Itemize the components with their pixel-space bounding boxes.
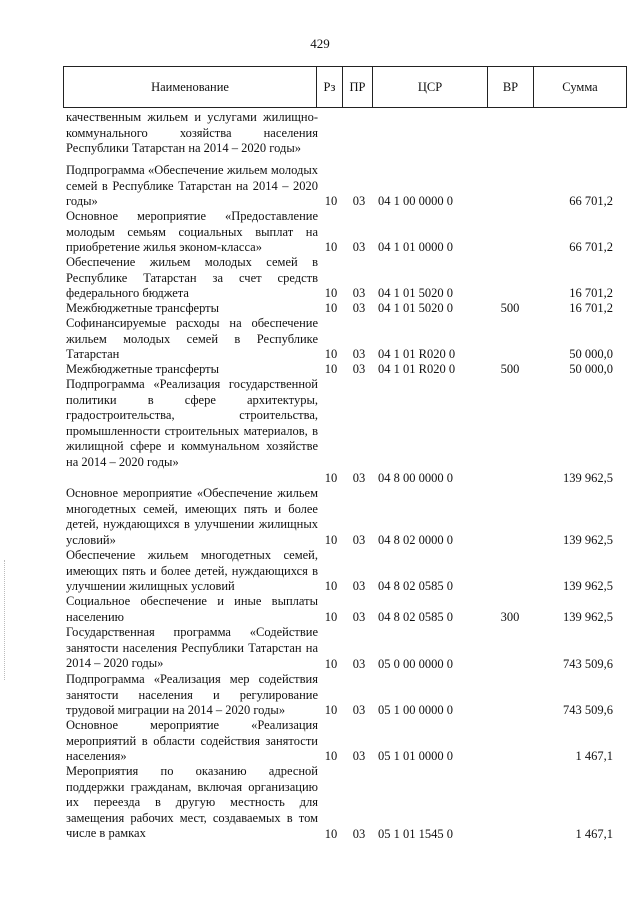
- row-csr: 05 1 01 0000 0: [378, 748, 453, 763]
- table-row: [0, 594, 640, 625]
- row-name: Основное мероприятие «Предоставление молодым семьям социальных выплат на приобретение жилья эконом-класса»: [66, 209, 318, 254]
- header-vr: ВР: [488, 67, 534, 107]
- row-sum: 743 509,6: [563, 656, 613, 671]
- row-csr: 04 1 01 5020 0: [378, 300, 453, 315]
- row-pr: 03: [352, 609, 366, 624]
- row-name: Межбюджетные трансферты: [66, 301, 220, 315]
- row-csr: 04 1 01 0000 0: [378, 239, 453, 254]
- row-pr: 03: [352, 578, 366, 593]
- row-sum: 66 701,2: [569, 193, 613, 208]
- row-sum: 16 701,2: [569, 285, 613, 300]
- table-row: [0, 764, 640, 842]
- row-vr: 300: [500, 609, 520, 624]
- table-row: [0, 362, 640, 377]
- row-sum: 1 467,1: [575, 748, 613, 763]
- row-name: Социальное обеспечение и иные выплаты населению: [66, 594, 318, 624]
- row-csr: 04 8 00 0000 0: [378, 470, 453, 485]
- table-row: [0, 301, 640, 316]
- row-sum: 139 962,5: [563, 470, 613, 485]
- row-pr: 03: [352, 239, 366, 254]
- row-sum: 1 467,1: [575, 826, 613, 841]
- row-rz: 10: [324, 656, 338, 671]
- table-row: [0, 316, 640, 362]
- table-header: [63, 66, 627, 108]
- row-sum: 66 701,2: [569, 239, 613, 254]
- table-row: [0, 672, 640, 718]
- header-csr: ЦСР: [373, 67, 488, 107]
- row-csr: 04 8 02 0585 0: [378, 609, 453, 624]
- row-pr: 03: [352, 285, 366, 300]
- row-name: Обеспечение жильем многодетных семей, имеющих пять и более детей, нуждающихся в улучшении жилищных условий: [66, 548, 318, 593]
- margin-dotted-line: [4, 560, 6, 680]
- table-row: [0, 108, 640, 163]
- table-row: [0, 255, 640, 301]
- row-csr: 04 8 02 0000 0: [378, 532, 453, 547]
- row-pr: 03: [352, 300, 366, 315]
- row-sum: 50 000,0: [569, 346, 613, 361]
- row-csr: 04 8 02 0585 0: [378, 578, 453, 593]
- table-row: [0, 163, 640, 209]
- row-rz: 10: [324, 346, 338, 361]
- row-name: Межбюджетные трансферты: [66, 362, 220, 376]
- row-pr: 03: [352, 361, 366, 376]
- row-rz: 10: [324, 702, 338, 717]
- row-sum: 16 701,2: [569, 300, 613, 315]
- row-vr: 500: [500, 300, 520, 315]
- row-name: Обеспечение жильем молодых семей в Республике Татарстан за счет средств федерального бюджета: [66, 255, 318, 300]
- row-name: Основное мероприятие «Реализация мероприятий в области содействия занятости населения»: [66, 718, 318, 763]
- row-rz: 10: [324, 285, 338, 300]
- row-sum: 139 962,5: [563, 578, 613, 593]
- row-rz: 10: [324, 300, 338, 315]
- table-row: [0, 625, 640, 672]
- header-rz: Рз: [317, 67, 343, 107]
- row-name: Мероприятия по оказанию адресной поддержки гражданам, включая организацию их переезда в другую местность для замещения рабочих мест, создаваемых в том числе в рамках: [66, 764, 318, 840]
- row-sum: 50 000,0: [569, 361, 613, 376]
- row-csr: 05 1 01 1545 0: [378, 826, 453, 841]
- row-name: Государственная программа «Содействие занятости населения Республики Татарстан на 2014 – 2020 годы»: [66, 625, 318, 670]
- row-rz: 10: [324, 748, 338, 763]
- row-rz: 10: [324, 532, 338, 547]
- row-name: Подпрограмма «Обеспечение жильем молодых семей в Республике Татарстан на 2014 – 2020 годы»: [66, 163, 318, 208]
- row-pr: 03: [352, 826, 366, 841]
- row-rz: 10: [324, 361, 338, 376]
- table-row: [0, 486, 640, 548]
- row-vr: 500: [500, 361, 520, 376]
- row-pr: 03: [352, 748, 366, 763]
- table-row: [0, 377, 640, 486]
- page-number: 429: [310, 36, 330, 51]
- row-pr: 03: [352, 346, 366, 361]
- header-sum: Сумма: [562, 80, 598, 94]
- row-name: качественным жильем и услугами жилищно-коммунального хозяйства населения Республики Татарстан на 2014 – 2020 годы»: [66, 110, 318, 155]
- table-body: [0, 108, 640, 842]
- row-pr: 03: [352, 656, 366, 671]
- header-name: Наименование: [64, 67, 317, 107]
- table-row: [0, 548, 640, 594]
- row-name: Подпрограмма «Реализация государственной политики в сфере архитектуры, градостроительства, строительства, промышленности строительных материалов, в жилищной сфере и коммунальном хозяйстве на 2014 – 2020 годы»: [66, 377, 318, 469]
- row-pr: 03: [352, 702, 366, 717]
- row-csr: 05 1 00 0000 0: [378, 702, 453, 717]
- row-sum: 139 962,5: [563, 532, 613, 547]
- row-sum: 743 509,6: [563, 702, 613, 717]
- table-row: [0, 718, 640, 764]
- row-rz: 10: [324, 193, 338, 208]
- row-name: Подпрограмма «Реализация мер содействия занятости населения и регулирование трудовой миграции на 2014 – 2020 годы»: [66, 672, 318, 717]
- row-name: Софинансируемые расходы на обеспечение жильем молодых семей в Республике Татарстан: [66, 316, 318, 361]
- row-rz: 10: [324, 470, 338, 485]
- row-rz: 10: [324, 239, 338, 254]
- table-row: [0, 209, 640, 255]
- row-csr: 04 1 01 5020 0: [378, 285, 453, 300]
- row-sum: 139 962,5: [563, 609, 613, 624]
- row-rz: 10: [324, 578, 338, 593]
- row-rz: 10: [324, 826, 338, 841]
- row-pr: 03: [352, 470, 366, 485]
- row-csr: 05 0 00 0000 0: [378, 656, 453, 671]
- row-csr: 04 1 01 R020 0: [378, 361, 456, 376]
- row-pr: 03: [352, 532, 366, 547]
- row-name: Основное мероприятие «Обеспечение жильем многодетных семей, имеющих пять и более детей, нуждающихся в улучшении жилищных условий»: [66, 486, 318, 547]
- row-csr: 04 1 01 R020 0: [378, 346, 456, 361]
- row-csr: 04 1 00 0000 0: [378, 193, 453, 208]
- header-pr: ПР: [343, 67, 373, 107]
- row-rz: 10: [324, 609, 338, 624]
- row-pr: 03: [352, 193, 366, 208]
